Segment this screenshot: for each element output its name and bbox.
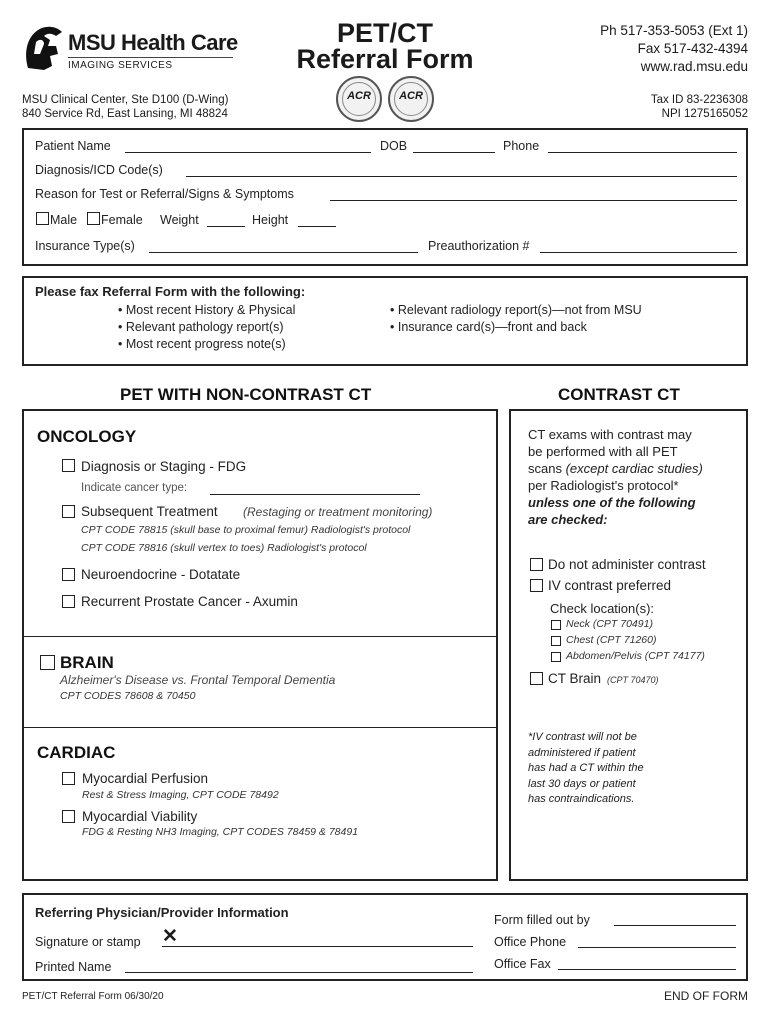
fax-left-2: • Relevant pathology report(s) (118, 320, 284, 334)
abdomen-checkbox[interactable] (551, 652, 561, 662)
tax-info (651, 93, 748, 121)
acr-seal-1-text: ACR (347, 90, 371, 102)
phone-label: Phone (503, 139, 540, 153)
diagnosis-field[interactable] (186, 176, 737, 177)
prostate-checkbox[interactable] (62, 595, 75, 608)
end-of-form: END OF FORM (664, 989, 748, 1003)
cancer-type-label: Indicate cancer type: (81, 482, 188, 494)
height-field[interactable] (298, 226, 336, 227)
prostate-label: Recurrent Prostate Cancer - Axumin (81, 594, 298, 609)
office-fax-label: Office Fax (494, 957, 551, 971)
dob-label: DOB (380, 139, 408, 153)
viability-note: FDG & Resting NH3 Imaging, CPT CODES 78459 & 78491 (82, 826, 359, 838)
reason-field[interactable] (330, 200, 737, 201)
office-phone-label: Office Phone (494, 935, 567, 949)
fax-left-1: • Most recent History & Physical (118, 303, 296, 317)
contrast-line6: are checked: (528, 512, 608, 527)
footnote-line1: *IV contrast will not be (528, 731, 637, 743)
website[interactable]: www.rad.msu.edu (640, 59, 748, 74)
office-fax-field[interactable] (558, 969, 736, 970)
patient-name-label: Patient Name (35, 139, 111, 153)
perfusion-note: Rest & Stress Imaging, CPT CODE 78492 (82, 789, 279, 801)
neck-checkbox[interactable] (551, 620, 561, 630)
fax-number: Fax 517-432-4394 (637, 41, 748, 56)
contrast-line2: be performed with all PET (528, 444, 678, 459)
physician-title: Referring Physician/Provider Information (35, 905, 289, 920)
insurance-field[interactable] (149, 252, 418, 253)
address-line2: 840 Service Rd, East Lansing, MI 48824 (22, 108, 228, 120)
diagnosis-staging-label: Diagnosis or Staging - FDG (81, 459, 247, 474)
footnote-line2: administered if patient (528, 746, 636, 759)
subsequent-treatment-checkbox[interactable] (62, 505, 75, 518)
fax-box-title: Please fax Referral Form with the following: (35, 284, 306, 299)
pet-divider-1 (22, 636, 498, 637)
neuroendocrine-label: Neuroendocrine - Dotatate (81, 567, 241, 582)
acr-seal-2 (388, 76, 434, 122)
cardiac-heading: CARDIAC (37, 743, 116, 762)
address (22, 93, 228, 121)
oncology-heading: ONCOLOGY (37, 427, 137, 446)
insurance-label: Insurance Type(s) (35, 239, 135, 253)
ct-brain-checkbox[interactable] (530, 672, 543, 685)
logo (22, 24, 237, 80)
male-checkbox[interactable] (36, 212, 49, 225)
fax-right-2: • Insurance card(s)—front and back (390, 320, 587, 334)
female-checkbox[interactable] (87, 212, 100, 225)
printed-name-field[interactable] (125, 972, 473, 973)
myocardial-viability-label: Myocardial Viability (82, 809, 198, 824)
form-id: PET/CT Referral Form 06/30/20 (22, 991, 164, 1002)
chest-label: Chest (CPT 71260) (566, 634, 657, 646)
brain-heading: BRAIN (60, 653, 114, 672)
footnote-line5: has contraindications. (528, 793, 635, 805)
brain-checkbox[interactable] (40, 655, 55, 670)
filled-by-label: Form filled out by (494, 913, 590, 927)
contrast-line3b: (except cardiac studies) (565, 461, 703, 476)
contrast-heading: CONTRAST CT (558, 385, 680, 404)
contrast-line1: CT exams with contrast may (528, 427, 692, 442)
printed-name-label: Printed Name (35, 960, 112, 974)
contrast-intro (528, 426, 703, 528)
cpt-78816: CPT CODE 78816 (skull vertex to toes) Radiologist's protocol (81, 542, 367, 554)
contrast-line3 (528, 460, 703, 477)
acr-seal-2-text: ACR (399, 90, 423, 102)
subsequent-treatment-label: Subsequent Treatment (81, 504, 218, 519)
height-label: Height (252, 213, 289, 227)
contrast-line4: per Radiologist's protocol* (528, 478, 679, 493)
brain-cpt: CPT CODES 78608 & 70450 (60, 690, 196, 702)
logo-title: MSU Health Care (68, 30, 238, 55)
iv-contrast-label: IV contrast preferred (548, 578, 672, 593)
office-phone-field[interactable] (578, 947, 736, 948)
dob-field[interactable] (413, 152, 495, 153)
weight-label: Weight (160, 213, 199, 227)
phone-number: Ph 517-353-5053 (Ext 1) (600, 23, 748, 38)
brain-description: Alzheimer's Disease vs. Frontal Temporal Dementia (60, 673, 336, 687)
signature-label: Signature or stamp (35, 935, 141, 949)
male-label: Male (50, 213, 78, 227)
myocardial-perfusion-checkbox[interactable] (62, 772, 75, 785)
signature-field[interactable] (162, 946, 473, 947)
logo-subtitle: IMAGING SERVICES (68, 60, 173, 71)
contrast-line5: unless one of the following (528, 495, 696, 510)
filled-by-field[interactable] (614, 925, 736, 926)
preauth-field[interactable] (540, 252, 737, 253)
reason-label: Reason for Test or Referral/Signs & Symptoms (35, 187, 294, 201)
cpt-78815: CPT CODE 78815 (skull base to proximal femur) Radiologist's protocol (81, 524, 411, 536)
tax-id: Tax ID 83-2236308 (650, 94, 748, 106)
no-contrast-label: Do not administer contrast (548, 557, 706, 572)
cancer-type-field[interactable] (210, 494, 420, 495)
acr-seal-1 (336, 76, 382, 122)
contrast-footnote (528, 730, 644, 808)
phone-field[interactable] (548, 152, 737, 153)
footnote-line4: last 30 days or patient (528, 777, 636, 790)
subsequent-note: (Restaging or treatment monitoring) (243, 505, 433, 519)
neck-label: Neck (CPT 70491) (566, 618, 653, 630)
diagnosis-label: Diagnosis/ICD Code(s) (35, 163, 163, 177)
myocardial-viability-checkbox[interactable] (62, 810, 75, 823)
preauth-label: Preauthorization # (428, 239, 530, 253)
contrast-line3a: scans (528, 461, 566, 476)
neuroendocrine-checkbox[interactable] (62, 568, 75, 581)
diagnosis-staging-checkbox[interactable] (62, 459, 75, 472)
abdomen-label: Abdomen/Pelvis (CPT 74177) (566, 650, 705, 662)
footnote-line3: has had a CT within the (528, 762, 644, 774)
female-label: Female (101, 213, 143, 227)
npi: NPI 1275165052 (661, 108, 748, 120)
spartan-helmet-icon (22, 24, 66, 74)
form-title-line1: PET/CT (336, 18, 433, 48)
pet-divider-2 (22, 727, 498, 728)
address-line1: MSU Clinical Center, Ste D100 (D-Wing) (22, 94, 229, 106)
check-location-label: Check location(s): (550, 601, 655, 616)
weight-field[interactable] (207, 226, 245, 227)
form-title (270, 20, 500, 72)
fax-left-3: • Most recent progress note(s) (118, 337, 286, 351)
ct-brain-label: CT Brain (548, 671, 602, 686)
x-mark-icon: ✕ (162, 926, 178, 947)
chest-checkbox[interactable] (551, 636, 561, 646)
form-title-line2: Referral Form (296, 44, 474, 74)
contact-info (600, 22, 748, 76)
ct-brain-cpt: (CPT 70470) (607, 675, 659, 685)
iv-contrast-checkbox[interactable] (530, 579, 543, 592)
fax-right-1: • Relevant radiology report(s)—not from MSU (390, 303, 642, 317)
no-contrast-checkbox[interactable] (530, 558, 543, 571)
myocardial-perfusion-label: Myocardial Perfusion (82, 771, 209, 786)
patient-name-field[interactable] (125, 152, 371, 153)
pet-heading: PET WITH NON-CONTRAST CT (120, 385, 372, 404)
